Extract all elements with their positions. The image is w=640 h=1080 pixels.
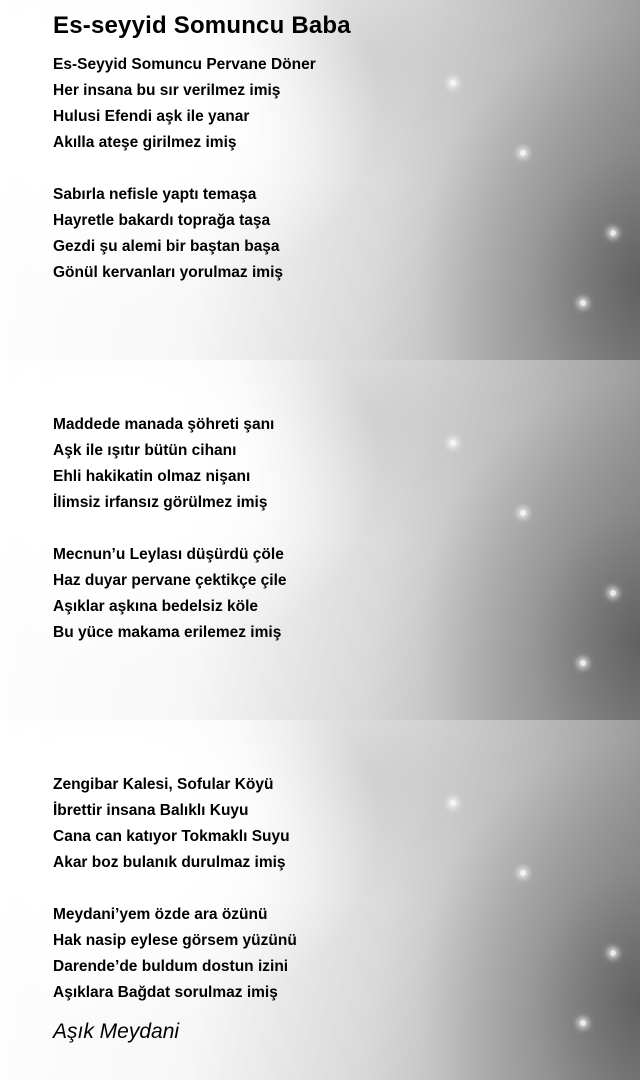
poem-line: Ehli hakikatin olmaz nişanı <box>53 468 251 485</box>
poem-title: Es-seyyid Somuncu Baba <box>53 12 351 39</box>
poem-line: Akılla ateşe girilmez imiş <box>53 134 237 151</box>
sparkle-decoration <box>520 870 526 876</box>
stanza <box>53 902 297 1006</box>
poem-line: Hayretle bakardı toprağa taşa <box>53 212 271 229</box>
poem-panel-1 <box>0 0 640 360</box>
poem-panel-2 <box>0 360 640 720</box>
stanza <box>53 542 287 646</box>
poem-line: Darende’de buldum dostun izini <box>53 958 289 975</box>
sparkle-decoration <box>580 300 586 306</box>
sparkle-decoration <box>450 440 456 446</box>
sparkle-decoration <box>450 80 456 86</box>
stanza <box>53 412 274 516</box>
sparkle-decoration <box>580 660 586 666</box>
poem-line: Bu yüce makama erilemez imiş <box>53 624 282 641</box>
poem-line: Gönül kervanları yorulmaz imiş <box>53 264 283 281</box>
poem-line: Maddede manada şöhreti şanı <box>53 416 275 433</box>
poem-line: Gezdi şu alemi bir baştan başa <box>53 238 280 255</box>
poem-line: Aşıklara Bağdat sorulmaz imiş <box>53 984 278 1001</box>
sparkle-decoration <box>610 590 616 596</box>
poem-panel-3 <box>0 720 640 1080</box>
sparkle-decoration <box>520 510 526 516</box>
poem-line: Meydani’yem özde ara özünü <box>53 906 268 923</box>
poem-line: Haz duyar pervane çektikçe çile <box>53 572 287 589</box>
poem-line: Hulusi Efendi aşk ile yanar <box>53 108 250 125</box>
sparkle-decoration <box>520 150 526 156</box>
poem-line: İlimsiz irfansız görülmez imiş <box>53 494 268 511</box>
poem-line: Mecnun’u Leylası düşürdü çöle <box>53 546 284 563</box>
poem-line: Cana can katıyor Tokmaklı Suyu <box>53 828 290 845</box>
sparkle-decoration <box>610 230 616 236</box>
sparkle-decoration <box>450 800 456 806</box>
poem-line: Es-Seyyid Somuncu Pervane Döner <box>53 56 316 73</box>
poem-author: Aşık Meydani <box>53 1020 180 1043</box>
poem-line: Her insana bu sır verilmez imiş <box>53 82 281 99</box>
stanza <box>53 182 283 286</box>
sparkle-decoration <box>580 1020 586 1026</box>
poem-line: Aşıklar aşkına bedelsiz köle <box>53 598 259 615</box>
poem-line: Sabırla nefisle yaptı temaşa <box>53 186 257 203</box>
poem-line: İbrettir insana Balıklı Kuyu <box>53 802 249 819</box>
poem-line: Akar boz bulanık durulmaz imiş <box>53 854 286 871</box>
poem-line: Zengibar Kalesi, Sofular Köyü <box>53 776 274 793</box>
poem-line: Hak nasip eylese görsem yüzünü <box>53 932 297 949</box>
stanza <box>53 52 316 156</box>
poem-line: Aşk ile ışıtır bütün cihanı <box>53 442 237 459</box>
sparkle-decoration <box>610 950 616 956</box>
stanza <box>53 772 290 876</box>
